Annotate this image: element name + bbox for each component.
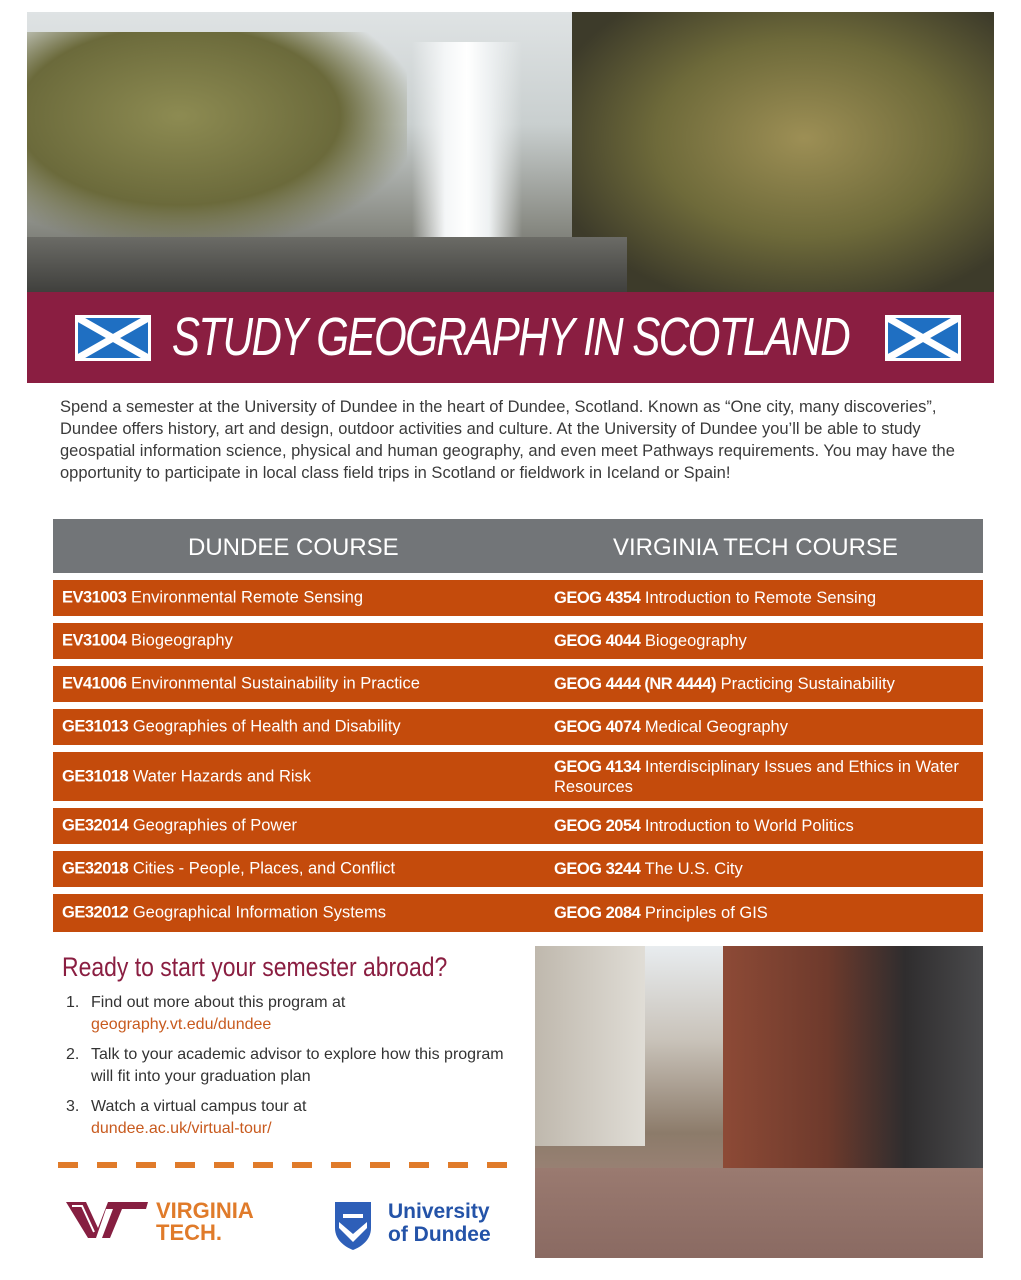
vt-course: GEOG 4444 (NR 4444) Practicing Sustainability xyxy=(554,675,895,693)
vt-course: GEOG 2084 Principles of GIS xyxy=(554,904,768,922)
dundee-course: GE31018 Water Hazards and Risk xyxy=(62,767,312,785)
dundee-course: EV31004 Biogeography xyxy=(62,631,233,650)
table-row xyxy=(53,851,983,887)
university-of-dundee-logo: University of Dundee xyxy=(333,1200,503,1260)
scotland-flag-icon xyxy=(885,315,961,361)
list-item: 3. Watch a virtual campus tour at dundee.ac.uk/virtual-tour/ xyxy=(66,1098,307,1137)
vt-course: GEOG 3244 The U.S. City xyxy=(554,860,743,878)
vt-logo-icon xyxy=(66,1200,150,1240)
vt-course: GEOG 4044 Biogeography xyxy=(554,632,747,650)
dashed-divider xyxy=(58,1162,508,1168)
dundee-course: GE31013 Geographies of Health and Disability xyxy=(62,717,401,736)
dundee-course: EV31003 Environmental Remote Sensing xyxy=(62,588,364,607)
vt-course: GEOG 4354 Introduction to Remote Sensing xyxy=(554,589,877,607)
steps-list xyxy=(66,992,506,1148)
dundee-course: GE32014 Geographies of Power xyxy=(62,816,298,835)
scotland-flag-icon xyxy=(75,315,151,361)
virtual-tour-link[interactable]: dundee.ac.uk/virtual-tour/ xyxy=(91,1120,272,1137)
list-item: 2. Talk to your academic advisor to explore how this program will fit into your graduation plan xyxy=(66,1046,504,1085)
table-row xyxy=(53,752,983,801)
dundee-course: GE32012 Geographical Information Systems xyxy=(62,903,386,922)
program-link[interactable]: geography.vt.edu/dundee xyxy=(91,1016,272,1033)
table-row xyxy=(53,623,983,659)
header-dundee: DUNDEE COURSE xyxy=(188,534,399,561)
table-row xyxy=(53,894,983,932)
page-title: STUDY GEOGRAPHY IN SCOTLAND xyxy=(171,307,850,367)
vt-course: GEOG 4074 Medical Geography xyxy=(554,718,788,736)
list-item: 1. Find out more about this program at geography.vt.edu/dundee xyxy=(66,994,346,1033)
vt-course: GEOG 2054 Introduction to World Politics xyxy=(554,817,854,835)
intro-paragraph: Spend a semester at the University of Dundee in the heart of Dundee, Scotland. Known as “One city, many discoveries”, Dundee offers history, art and design, outdoor activities and culture. At the University of Dundee you’ll be able to study geospatial information science, physical and human geography, and even meet Pathways requirements. You may have the opportunity to participate in local class field trips in Scotland or fieldwork in Iceland or Spain! xyxy=(60,398,955,482)
waterfall-photo xyxy=(27,12,994,293)
table-row xyxy=(53,580,983,616)
virginia-tech-logo: VIRGINIA TECH. xyxy=(66,1200,286,1248)
dundee-street-photo xyxy=(535,946,983,1258)
table-row xyxy=(53,709,983,745)
cta-heading: Ready to start your semester abroad? xyxy=(62,952,448,982)
table-header xyxy=(53,519,983,573)
vt-course: GEOG 4134 Interdisciplinary Issues and Ethics in Water Resources xyxy=(554,757,959,796)
table-row xyxy=(53,666,983,702)
dundee-shield-icon xyxy=(333,1200,373,1252)
table-row xyxy=(53,808,983,844)
title-banner xyxy=(27,292,994,383)
dundee-course: GE32018 Cities - People, Places, and Conflict xyxy=(62,859,396,878)
header-vt: VIRGINIA TECH COURSE xyxy=(613,534,898,561)
dundee-course: EV41006 Environmental Sustainability in Practice xyxy=(62,674,420,693)
